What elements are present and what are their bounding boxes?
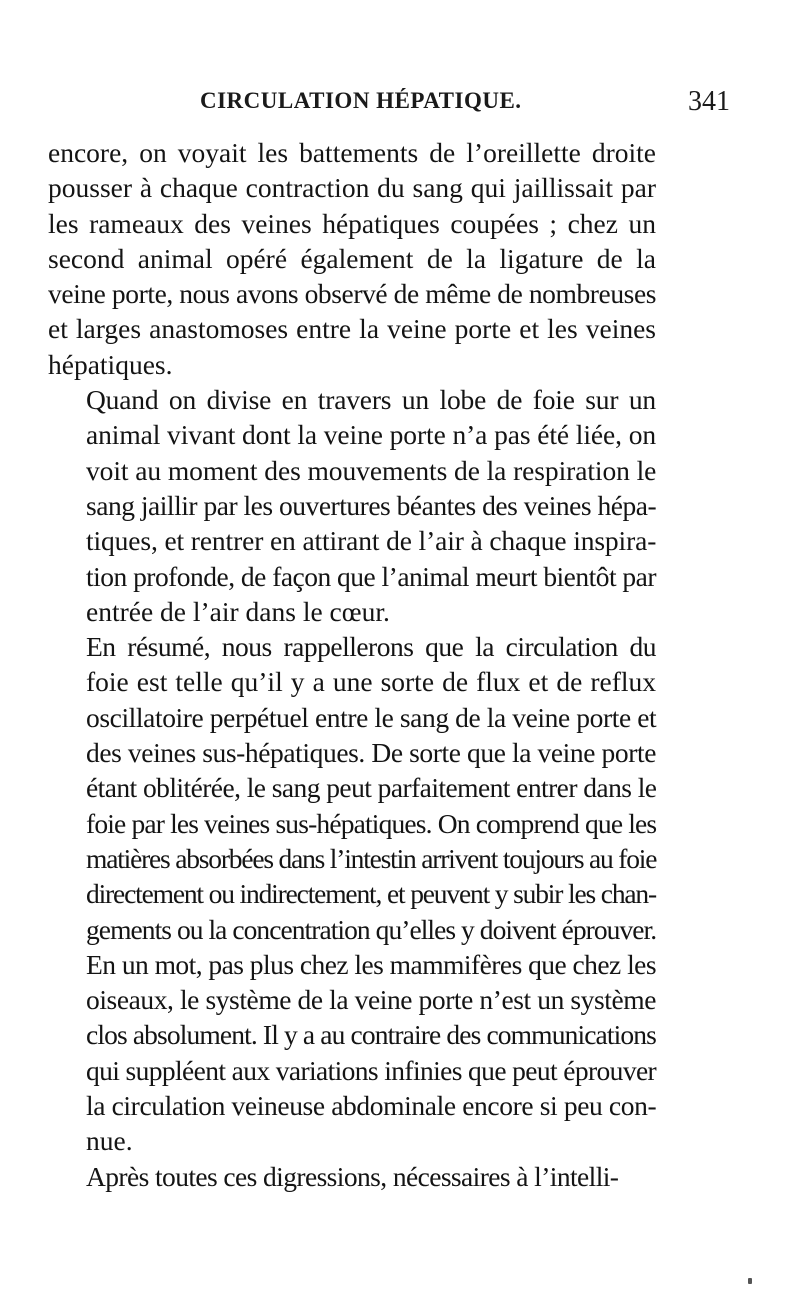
body-text	[48, 135, 656, 1194]
paragraph	[48, 135, 656, 382]
text-line: tion profonde, de façon que l’animal meurt bientôt par	[86, 560, 656, 592]
text-line: nue.	[86, 1125, 133, 1157]
text-line: foie est telle qu’il y a une sorte de flux et de reflux	[86, 666, 656, 698]
text-line: foie par les veines sus-hépatiques. On comprend que les	[86, 807, 657, 839]
paragraph	[48, 629, 656, 1158]
text-line: qui suppléent aux variations infinies que peut éprouver	[86, 1054, 657, 1086]
print-speck	[748, 1278, 752, 1284]
text-line: tiques, et rentrer en attirant de l’air à chaque inspira-	[86, 525, 657, 557]
text-line: et larges anastomoses entre la veine porte et les veines	[48, 313, 656, 345]
text-line: En résumé, nous rappellerons que la circulation du	[86, 631, 656, 663]
text-line: voit au moment des mouvements de la respiration le	[86, 454, 657, 486]
text-line: clos absolument. Il y a au contraire des communications	[86, 1019, 656, 1051]
text-line: Après toutes ces digressions, nécessaires à l’intelli-	[86, 1160, 619, 1192]
text-line: directement ou indirectement, et peuvent y subir les chan-	[86, 878, 656, 910]
text-line: pousser à chaque contraction du sang qui jaillissait par	[48, 172, 656, 204]
text-line: oiseaux, le système de la veine porte n’est un système	[86, 984, 656, 1016]
text-line: encore, on voyait les battements de l’oreillette droite	[48, 137, 656, 168]
text-line: gements ou la concentration qu’elles y doivent éprouver.	[86, 913, 657, 945]
text-line: les rameaux des veines hépatiques coupées ; chez un	[48, 207, 656, 239]
text-line: la circulation veineuse abdominale encore si peu con-	[86, 1090, 657, 1122]
text-line: animal vivant dont la veine porte n’a pas été liée, on	[86, 419, 657, 451]
text-line: oscillatoire perpétuel entre le sang de la veine porte et	[86, 701, 657, 733]
running-title: CIRCULATION HÉPATIQUE.	[200, 88, 522, 113]
text-line: second animal opéré également de la ligature de la	[48, 242, 656, 274]
text-line: En un mot, pas plus chez les mammifères que chez les	[86, 948, 656, 980]
text-line: Quand on divise en travers un lobe de foie sur un	[86, 384, 656, 416]
text-line: des veines sus-hépatiques. De sorte que la veine porte	[86, 737, 656, 769]
paragraph	[48, 382, 656, 629]
text-line: veine porte, nous avons observé de même de nombreuses	[48, 278, 657, 310]
text-line: matières absorbées dans l’intestin arrivent toujours au foie	[86, 842, 657, 874]
text-line: entrée de l’air dans le cœur.	[86, 595, 390, 627]
paragraph	[48, 1159, 656, 1194]
text-line: sang jaillir par les ouvertures béantes des veines hépa-	[86, 489, 657, 521]
page-header	[200, 88, 730, 124]
text-line: hépatiques.	[48, 348, 173, 380]
text-line: étant oblitérée, le sang peut parfaitement entrer dans le	[86, 772, 657, 804]
page-number: 341	[688, 86, 730, 117]
